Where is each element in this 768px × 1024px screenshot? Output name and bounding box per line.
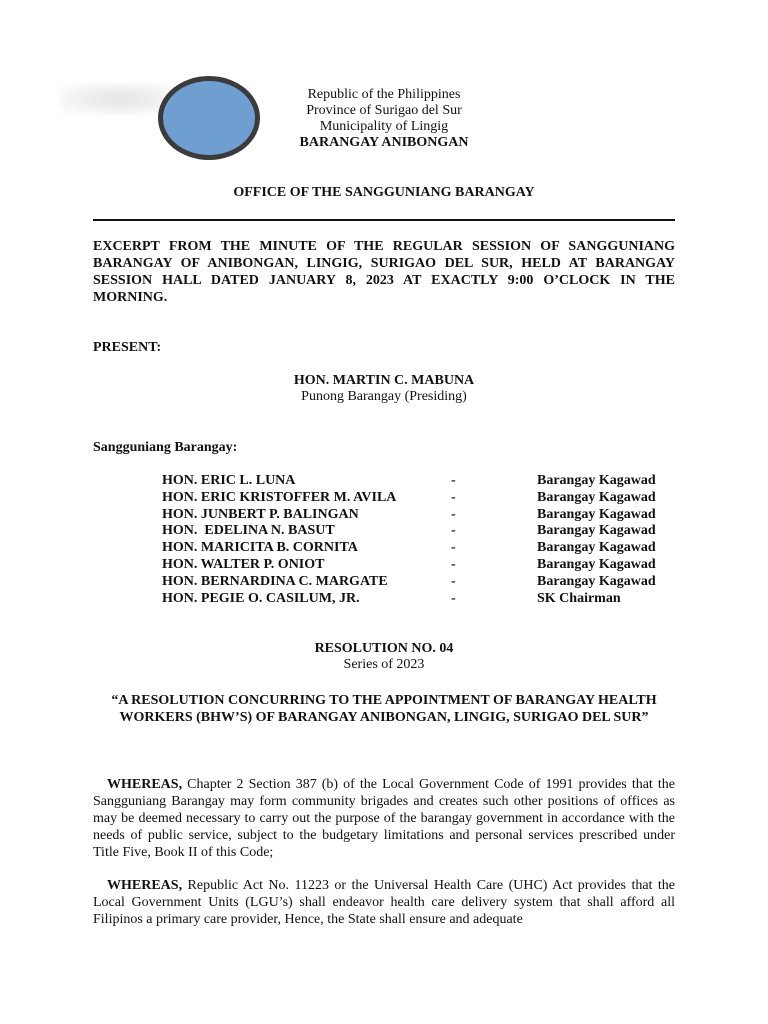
member-dash: - (451, 573, 456, 589)
member-name: HON. PEGIE O. CASILUM, JR. (162, 590, 360, 606)
member-row (162, 507, 682, 524)
presiding-officer (0, 373, 768, 405)
whereas-text: Republic Act No. 11223 or the Universal Health Care (UHC) Act provides that the Local Government Units (LGU’s) shall endeavor health care delivery system that shall afford all Filipinos a primary care provider, Hence, the State shall ensure and adequate (93, 878, 675, 927)
member-row (162, 591, 682, 608)
member-name: HON. ERIC KRISTOFFER M. AVILA (162, 489, 397, 505)
member-row (162, 523, 682, 540)
member-dash: - (451, 540, 456, 556)
member-dash: - (451, 506, 456, 522)
presiding-name: HON. MARTIN C. MABUNA (293, 373, 475, 388)
whereas-text: Chapter 2 Section 387 (b) of the Local Government Code of 1991 provides that the Sangguniang Barangay may form community brigades and creates such other positions of offices as may be deemed necessary to carry out the purpose of the barangay government in accordance with the needs of public service, subject to the budgetary limitations and personal services prescribed under Title Five, Book II of this Code; (93, 777, 675, 860)
member-row (162, 574, 682, 591)
member-position: Barangay Kagawad (537, 540, 656, 556)
member-name: HON. MARICITA B. CORNITA (162, 540, 358, 556)
member-dash: - (451, 523, 456, 539)
member-dash: - (451, 556, 456, 572)
member-dash: - (451, 590, 456, 606)
member-name: HON. EDELINA N. BASUT (162, 523, 335, 539)
member-position: SK Chairman (537, 590, 621, 606)
member-dash: - (451, 473, 456, 488)
members-list (162, 473, 682, 607)
member-position: Barangay Kagawad (537, 573, 656, 589)
member-position: Barangay Kagawad (537, 473, 656, 488)
excerpt-heading: EXCERPT FROM THE MINUTE OF THE REGULAR SESSION OF SANGGUNIANG BARANGAY OF ANIBONGAN, LINGIG, SURIGAO DEL SUR, HELD AT BARANGAY SESSION HALL DATED JANUARY 8, 2023 AT EXACTLY 9:00 O’CLOCK IN THE MORNING. (93, 239, 675, 305)
resolution-number-block (0, 641, 768, 673)
sanggunian-label: Sangguniang Barangay: (93, 440, 238, 455)
resolution-title: “A RESOLUTION CONCURRING TO THE APPOINTMENT OF BARANGAY HEALTH WORKERS (BHW’S) OF BARANGAY ANIBONGAN, LINGIG, SURIGAO DEL SUR” (111, 693, 657, 725)
member-row (162, 473, 682, 490)
presiding-role: Punong Barangay (Presiding) (301, 389, 467, 404)
member-row (162, 540, 682, 557)
member-name: HON. JUNBERT P. BALINGAN (162, 506, 359, 522)
header-divider (93, 219, 675, 221)
member-position: Barangay Kagawad (537, 523, 656, 539)
letterhead-province: Province of Surigao del Sur (306, 103, 462, 118)
letterhead-barangay: BARANGAY ANIBONGAN (299, 135, 469, 150)
whereas-lead: WHEREAS, (107, 777, 183, 792)
resolution-number: RESOLUTION NO. 04 (314, 641, 454, 656)
letterhead-municipality: Municipality of Lingig (319, 119, 449, 134)
member-position: Barangay Kagawad (537, 489, 656, 505)
member-row (162, 557, 682, 574)
whereas-lead: WHEREAS, (107, 878, 183, 893)
member-name: HON. WALTER P. ONIOT (162, 556, 325, 572)
whereas-paragraph (93, 877, 675, 928)
member-position: Barangay Kagawad (537, 506, 656, 522)
letterhead (0, 87, 768, 151)
member-position: Barangay Kagawad (537, 556, 656, 572)
resolution-series: Series of 2023 (343, 657, 425, 672)
whereas-paragraph (93, 776, 675, 861)
member-name: HON. BERNARDINA C. MARGATE (162, 573, 388, 589)
present-label: PRESENT: (93, 340, 162, 355)
letterhead-republic: Republic of the Philippines (307, 87, 461, 102)
member-dash: - (451, 489, 456, 505)
member-name: HON. ERIC L. LUNA (162, 473, 296, 488)
member-row (162, 490, 682, 507)
office-title: OFFICE OF THE SANGGUNIANG BARANGAY (233, 185, 535, 200)
